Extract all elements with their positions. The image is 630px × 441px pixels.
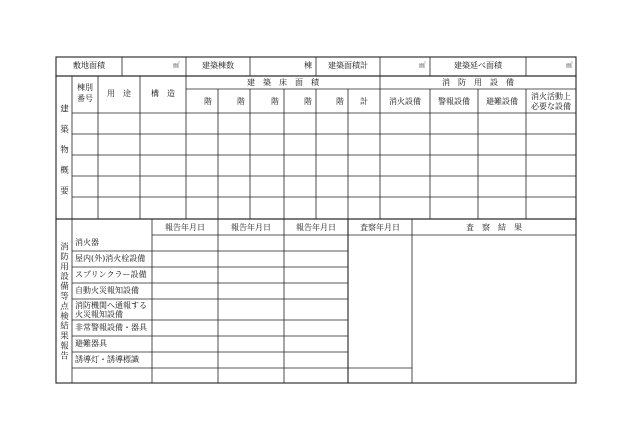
site-area-unit: ㎡ (173, 61, 180, 69)
report-date-header-1: 報告年月日 (165, 223, 205, 232)
side-char: 備 (58, 281, 69, 292)
side-char: 概 (58, 165, 69, 186)
side-char: 物 (58, 145, 69, 166)
fire-activity-col-1: 消火活動上 (531, 92, 571, 101)
fire-col-extinguishing: 消火設備 (389, 97, 421, 106)
fire-equipment-header: 消 防 用 設 備 (442, 78, 514, 87)
overview-side-title (59, 104, 68, 207)
side-char: 築 (58, 124, 69, 145)
report-date-header-3: 報告年月日 (296, 223, 336, 232)
total-floor-area-unit: ㎡ (566, 61, 573, 69)
side-char: 設 (58, 271, 69, 282)
report-date-header-2: 報告年月日 (231, 223, 271, 232)
side-char: 告 (58, 350, 69, 361)
side-char: 点 (58, 301, 69, 312)
review-result-header: 査 察 結 果 (466, 223, 522, 232)
fire-activity-col-2: 必要な設備 (531, 102, 571, 111)
site-area-label: 敷地面積 (73, 61, 105, 70)
floor-col-1: 階 (204, 97, 212, 106)
fire-col-evacuation: 避難設備 (486, 97, 518, 106)
side-char: 用 (58, 261, 69, 272)
side-char: 消 (58, 242, 69, 252)
structure-col-header: 構 造 (151, 89, 175, 98)
item-guide-lights: 誘導灯・誘導標識 (75, 355, 139, 364)
side-char: 建 (58, 104, 69, 125)
building-area-unit: ㎡ (419, 61, 426, 69)
item-auto-fire-alarm: 自動火災報知設備 (75, 286, 139, 295)
floor-col-2: 階 (237, 97, 245, 106)
building-count-unit: 棟 (304, 61, 312, 70)
total-floor-area-label: 建築延べ面積 (454, 61, 502, 70)
side-char: 結 (58, 321, 69, 332)
inspection-side-title (59, 242, 68, 361)
floor-col-4: 階 (304, 97, 312, 106)
side-char: 防 (58, 251, 69, 262)
total-col-header: 計 (360, 97, 368, 106)
item-fire-dept-notify-1: 消防機関へ通報する (75, 301, 147, 310)
fire-col-alarm: 警報設備 (438, 97, 470, 106)
floor-area-header: 建 築 床 面 積 (247, 78, 319, 87)
side-char: 検 (58, 311, 69, 322)
item-emergency-alarm: 非常警報設備・器具 (75, 323, 147, 332)
building-no-label-1: 棟別 (77, 83, 93, 92)
item-evacuation-tools: 避難器具 (75, 339, 107, 348)
floor-col-5: 階 (336, 97, 344, 106)
item-sprinkler: スプリンクラー設備 (75, 270, 147, 279)
use-col-header: 用 途 (107, 89, 131, 98)
building-count-label: 建築棟数 (202, 61, 234, 70)
side-char: 等 (58, 291, 69, 302)
side-char: 果 (58, 331, 69, 342)
review-date-header: 査察年月日 (360, 223, 400, 232)
side-char: 要 (58, 186, 69, 207)
building-no-label-2: 番号 (77, 94, 93, 103)
side-char: 報 (58, 341, 69, 351)
item-fire-extinguisher: 消火器 (75, 238, 99, 247)
item-fire-dept-notify-2: 火災報知設備 (75, 310, 123, 319)
item-hydrant: 屋内(外)消火栓設備 (75, 254, 146, 263)
floor-col-3: 階 (271, 97, 279, 106)
building-area-total-label: 建築面積計 (328, 61, 368, 70)
